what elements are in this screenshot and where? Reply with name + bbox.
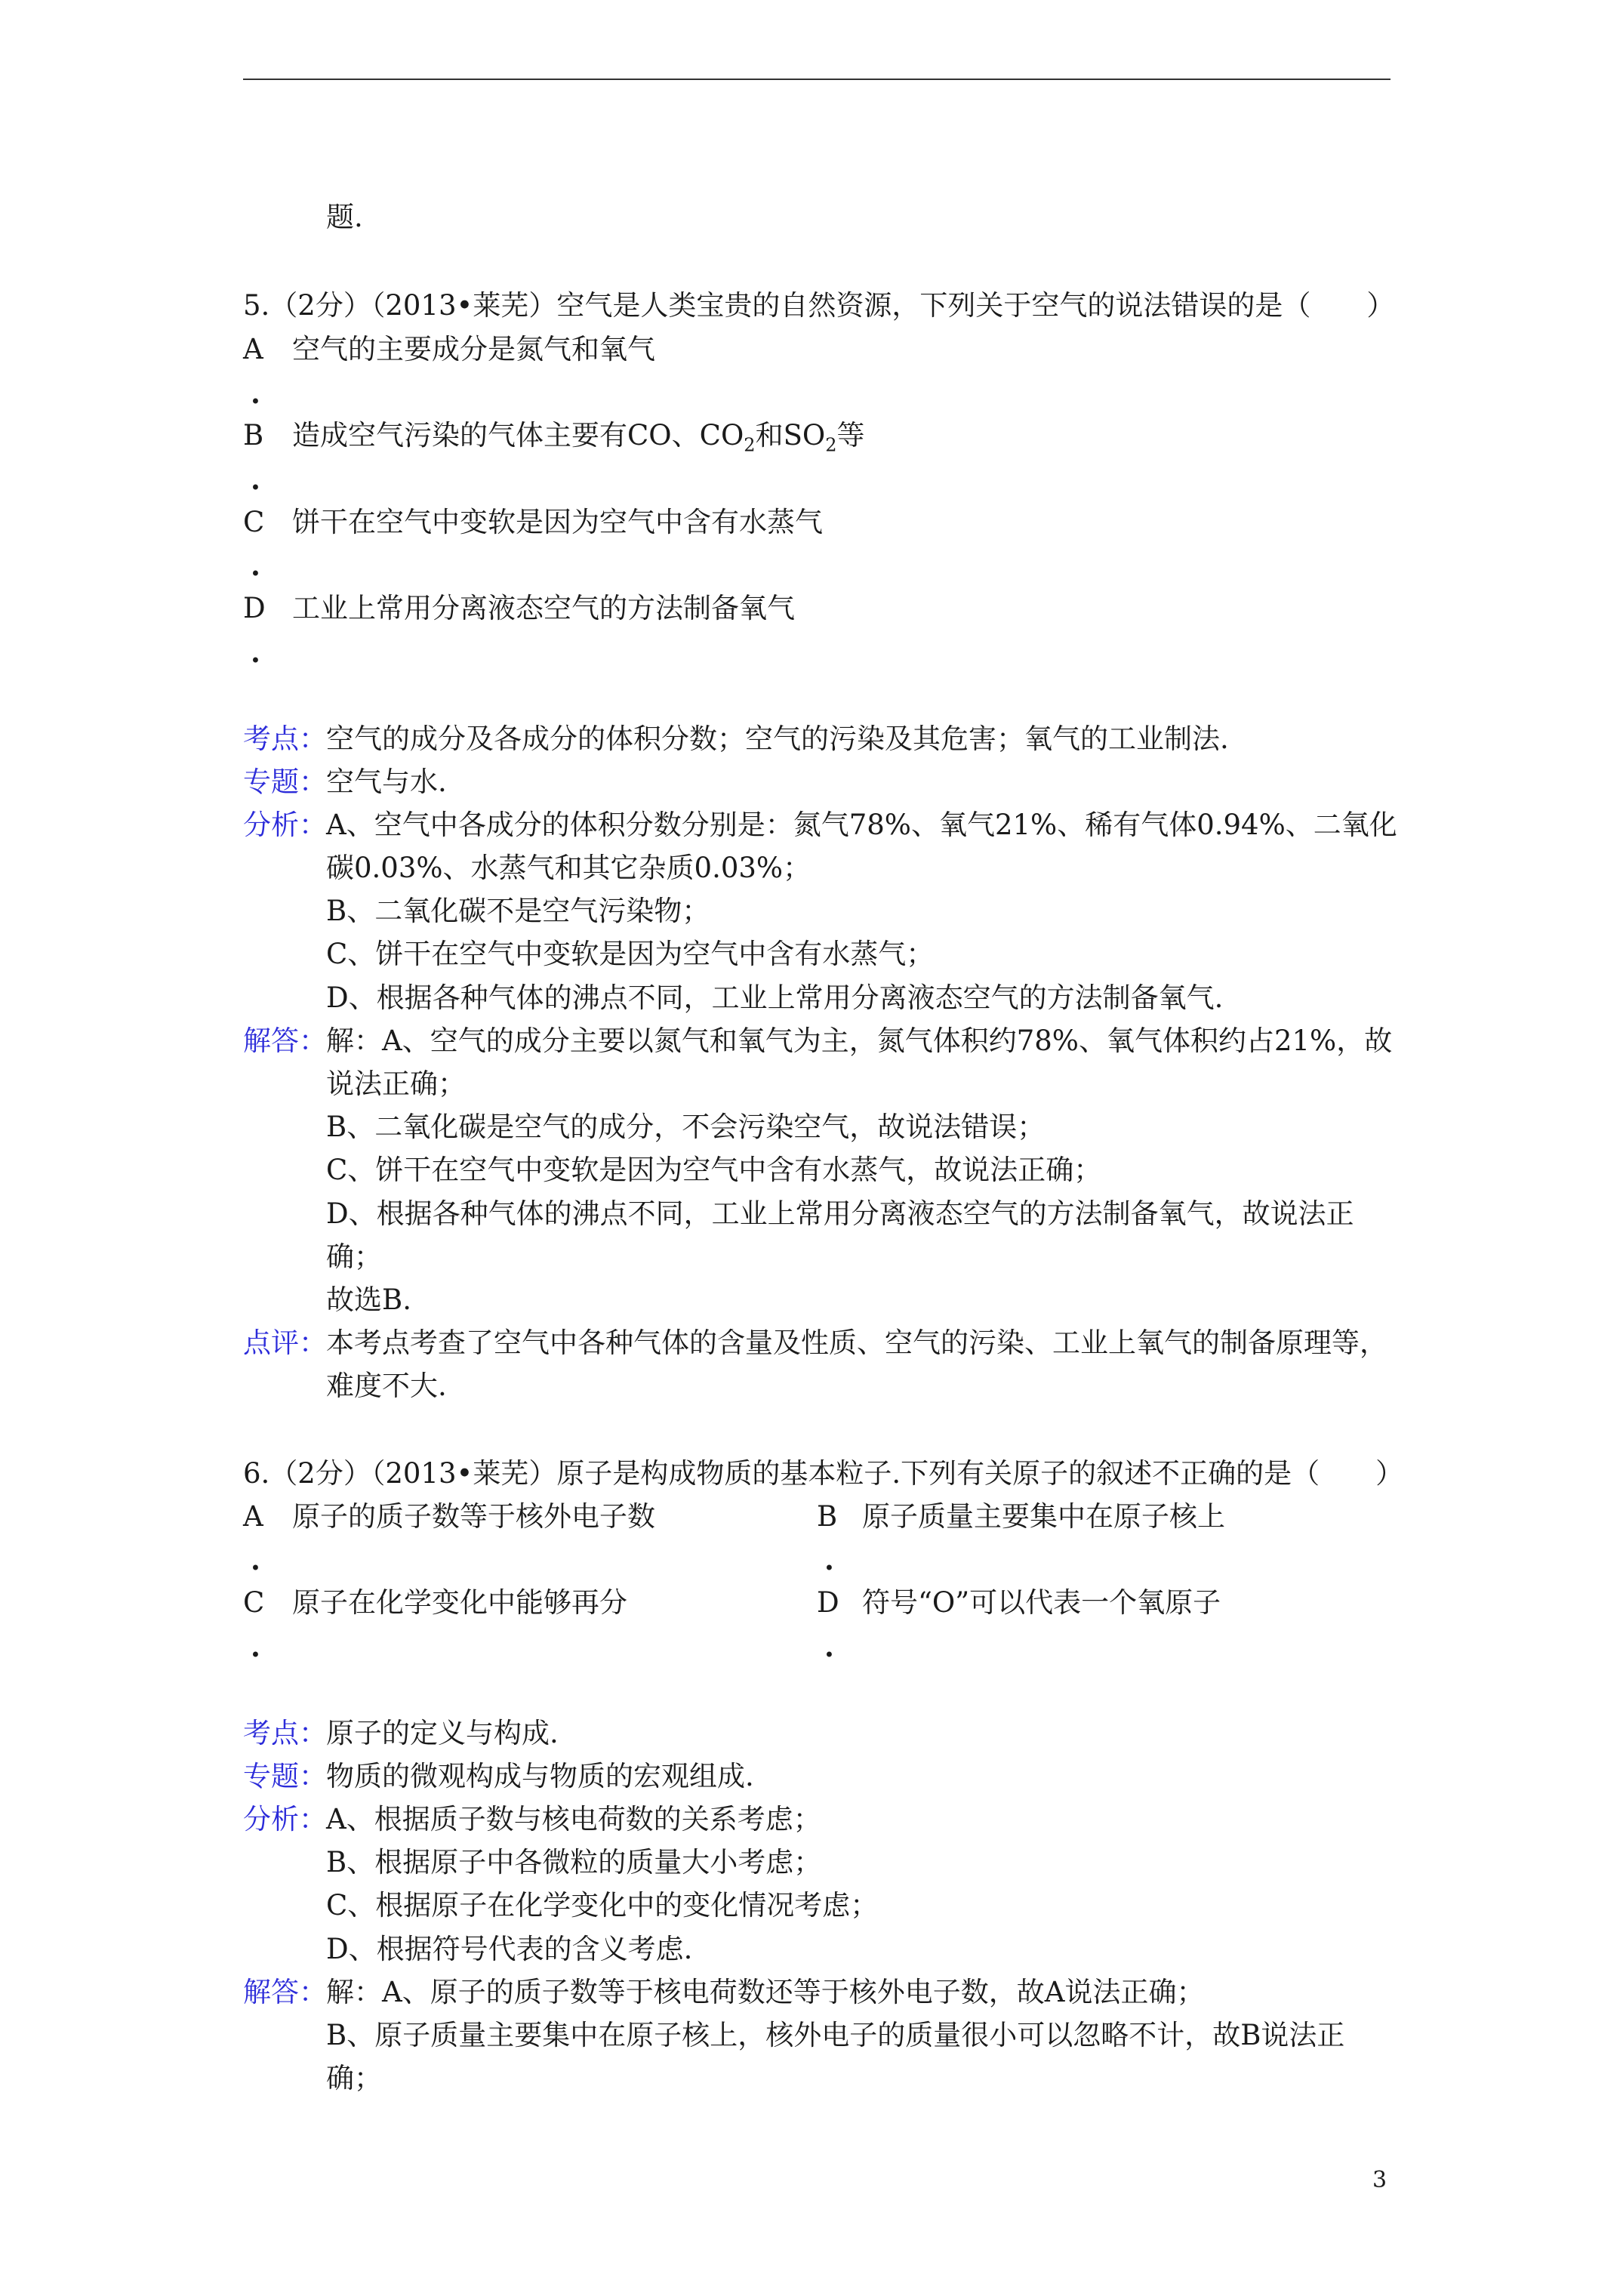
q6-kaodian: 原子的定义与构成. [326, 1717, 559, 1749]
q6-option-a-dot: . [251, 1543, 260, 1576]
q6-option-b-text: 原子质量主要集中在原子核上 [862, 1500, 1225, 1533]
q5-jieda-line: 解：A、空气的成分主要以氮气和氧气为主，氮气体积约78%、氧气体积约占21%，故 [326, 1025, 1393, 1057]
carryover-text: 题. [326, 201, 363, 233]
q6-zhuanti: 物质的微观构成与物质的宏观组成. [326, 1760, 754, 1792]
q5-fenxi-line: A、空气中各成分的体积分数分别是：氮气78%、氧气21%、稀有气体0.94%、二氧化 [326, 809, 1397, 841]
q6-option-c-letter: C [243, 1586, 265, 1619]
q5-jieda-line: D、根据各种气体的沸点不同，工业上常用分离液态空气的方法制备氧气，故说法正 [326, 1197, 1354, 1230]
q5-fenxi-line: 碳0.03%、水蒸气和其它杂质0.03%； [326, 852, 812, 884]
q5-option-a-text: 空气的主要成分是氮气和氧气 [292, 333, 655, 365]
q6-jieda-line: 确； [326, 2062, 382, 2094]
q5-dianping-line: 难度不大. [326, 1370, 447, 1402]
q5-option-c-text: 饼干在空气中变软是因为空气中含有水蒸气 [292, 506, 823, 538]
q5-option-a-dot: . [251, 377, 260, 410]
q6-option-a-letter: A [243, 1500, 263, 1533]
q6-option-b-letter: B [817, 1500, 838, 1533]
q6-stem: 6.（2分）（2013•莱芜）原子是构成物质的基本粒子.下列有关原子的叙述不正确的是（ ） [243, 1457, 1404, 1490]
q5-option-b-letter: B [243, 419, 264, 451]
q6-option-a-text: 原子的质子数等于核外电子数 [292, 1500, 655, 1533]
q5-option-c-letter: C [243, 506, 265, 538]
q5-jieda-line: B、二氧化碳是空气的成分，不会污染空气，故说法错误； [326, 1111, 1046, 1143]
q5-jieda-line: 故选B. [326, 1284, 411, 1316]
q6-jieda-label: 解答： [243, 1976, 327, 2008]
q5-fenxi-line: C、饼干在空气中变软是因为空气中含有水蒸气； [326, 938, 935, 970]
q5-zhuanti: 空气与水. [326, 766, 447, 798]
q6-zhuanti-label: 专题： [243, 1760, 327, 1792]
q5-jieda-line: 确； [326, 1240, 382, 1273]
q6-fenxi-label: 分析： [243, 1803, 327, 1835]
q5-option-a-letter: A [243, 333, 263, 365]
q5-option-b-text: 造成空气污染的气体主要有CO、$CO_2$和$SO_2$等 [292, 419, 865, 456]
q5-option-c-dot: . [251, 549, 260, 582]
header-rule [243, 79, 1390, 80]
q6-option-c-dot: . [251, 1630, 260, 1663]
q5-fenxi-line: D、根据各种气体的沸点不同，工业上常用分离液态空气的方法制备氧气. [326, 982, 1224, 1014]
q5-jieda-label: 解答： [243, 1025, 327, 1057]
q5-option-d-dot: . [251, 636, 260, 669]
q6-fenxi-line: B、根据原子中各微粒的质量大小考虑； [326, 1846, 822, 1878]
q6-option-c-text: 原子在化学变化中能够再分 [292, 1586, 627, 1619]
q5-option-d-text: 工业上常用分离液态空气的方法制备氧气 [292, 592, 795, 624]
q5-jieda-line: C、饼干在空气中变软是因为空气中含有水蒸气，故说法正确； [326, 1154, 1102, 1186]
q5-kaodian: 空气的成分及各成分的体积分数；空气的污染及其危害；氧气的工业制法. [326, 723, 1229, 755]
q6-jieda-line: B、原子质量主要集中在原子核上，核外电子的质量很小可以忽略不计，故B说法正 [326, 2019, 1345, 2051]
q5-dianping-line: 本考点考查了空气中各种气体的含量及性质、空气的污染、工业上氧气的制备原理等， [326, 1327, 1387, 1359]
q5-jieda-line: 说法正确； [326, 1068, 466, 1100]
q6-option-b-dot: . [824, 1543, 834, 1576]
q6-option-d-letter: D [817, 1586, 839, 1619]
q6-jieda-line: 解：A、原子的质子数等于核电荷数还等于核外电子数，故A说法正确； [326, 1976, 1205, 2008]
q5-stem: 5.（2分）（2013•莱芜）空气是人类宝贵的自然资源，下列关于空气的说法错误的是（ ） [243, 289, 1395, 322]
q6-option-d-dot: . [824, 1630, 834, 1663]
q5-fenxi-line: B、二氧化碳不是空气污染物； [326, 895, 710, 927]
q5-zhuanti-label: 专题： [243, 766, 327, 798]
page-number: 3 [1372, 2167, 1387, 2193]
q5-fenxi-label: 分析： [243, 809, 327, 841]
q6-fenxi-line: D、根据符号代表的含义考虑. [326, 1933, 693, 1965]
q5-option-d-letter: D [243, 592, 266, 624]
q6-fenxi-line: C、根据原子在化学变化中的变化情况考虑； [326, 1889, 879, 1922]
q5-option-b-dot: . [251, 463, 260, 496]
q5-kaodian-label: 考点： [243, 723, 327, 755]
q5-dianping-label: 点评： [243, 1327, 327, 1359]
q6-fenxi-line: A、根据质子数与核电荷数的关系考虑； [326, 1803, 821, 1835]
q6-option-d-text: 符号“O”可以代表一个氧原子 [862, 1586, 1221, 1619]
q6-kaodian-label: 考点： [243, 1717, 327, 1749]
